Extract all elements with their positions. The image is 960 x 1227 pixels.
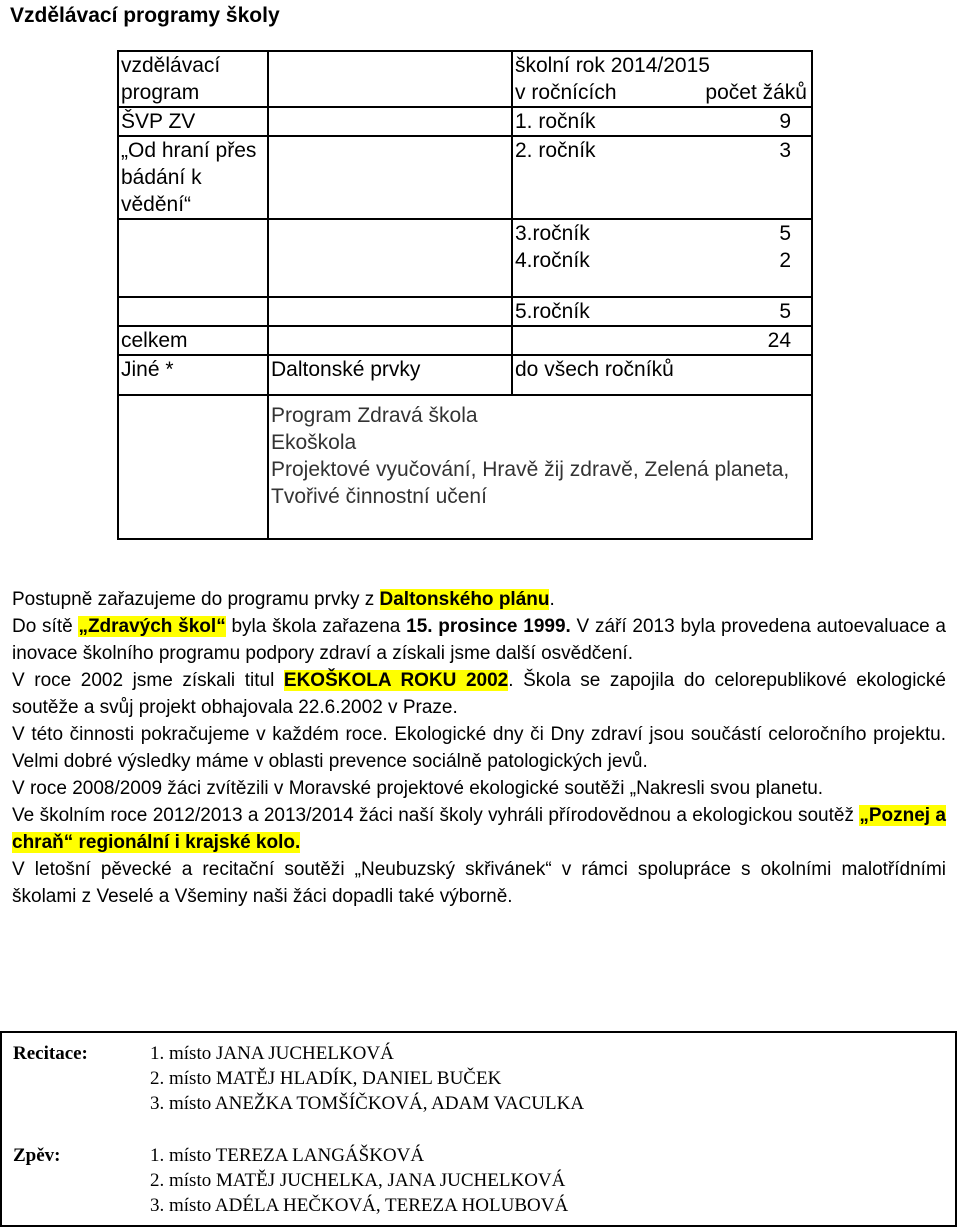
programs-list: Program Zdravá škola Ekoškola Projektové vyučování, Hravě žij zdravě, Zelená planeta, Tvořivé činnostní učení	[268, 395, 812, 539]
result-line: 3. místo ADÉLA HEČKOVÁ, TEREZA HOLUBOVÁ	[150, 1195, 569, 1216]
other-label: Jiné *	[118, 355, 268, 395]
svp-program-name: „Od hraní přes bádání k vědění“	[118, 136, 268, 219]
year-row: 3.ročník 5 4.ročník 2	[512, 219, 812, 297]
header-pupils: počet žáků	[705, 81, 807, 104]
paragraph: Do sítě „Zdravých škol“ byla škola zařazena 15. prosince 1999. V září 2013 byla provedena autoevaluace a inovace školního programu podpory zdraví a získali jsme další osvědčení.	[12, 616, 946, 664]
paragraph: V roce 2002 jsme získali titul EKOŠKOLA ROKU 2002. Škola se zapojila do celorepublikové ekologické soutěže a svůj projekt obhajovala 22.6.2002 v Praze.	[12, 670, 946, 718]
year-row: 5.ročník 5	[512, 297, 812, 326]
paragraph: Postupně zařazujeme do programu prvky z Daltonského plánu.	[12, 589, 555, 610]
highlight: Daltonského plánu	[379, 589, 550, 610]
table-header-program: vzdělávací program	[118, 51, 268, 107]
year-row: 1. ročník 9	[512, 107, 812, 136]
year-row: 2. ročník 3	[512, 136, 812, 219]
highlight: „Poznej a chraň“ regionální i krajské kolo.	[12, 805, 946, 853]
other-name: Daltonské prvky	[268, 355, 512, 395]
result-line: 1. místo JANA JUCHELKOVÁ	[150, 1043, 394, 1064]
highlight: EKOŠKOLA ROKU 2002	[283, 670, 509, 691]
paragraph: V této činnosti pokračujeme v každém roce. Ekologické dny či Dny zdraví jsou součástí celoročního projektu. Velmi dobré výsledky máme v oblasti prevence sociálně patologických jevů.	[12, 724, 946, 772]
total-value: 24	[767, 329, 791, 352]
zpev-label: Zpěv:	[13, 1145, 61, 1166]
result-line: 3. místo ANEŽKA TOMŠÍČKOVÁ, ADAM VACULKA	[150, 1093, 585, 1114]
other-scope: do všech ročníků	[512, 355, 812, 395]
programs-table	[117, 50, 813, 540]
recitace-label: Recitace:	[13, 1043, 88, 1064]
paragraph: V roce 2008/2009 žáci zvítězili v Moravské projektové ekologické soutěži „Nakresli svou planetu.	[12, 778, 824, 799]
header-grades: v ročnících	[515, 81, 617, 104]
svp-label: ŠVP ZV	[118, 107, 268, 136]
description-text	[12, 586, 946, 910]
highlight: „Zdravých škol“	[78, 616, 226, 637]
table-header-empty	[268, 51, 512, 107]
result-line: 2. místo MATĚJ JUCHELKA, JANA JUCHELKOVÁ	[150, 1170, 566, 1191]
result-line: 2. místo MATĚJ HLADÍK, DANIEL BUČEK	[150, 1068, 502, 1089]
competition-results	[0, 1031, 957, 1227]
paragraph: V letošní pěvecké a recitační soutěži „Neubuzský skřivánek“ v rámci spolupráce s okolními malotřídními školami z Veselé a Všeminy naši žáci dopadli také výborně.	[12, 859, 946, 907]
result-line: 1. místo TEREZA LANGÁŠKOVÁ	[150, 1145, 425, 1166]
paragraph: Ve školním roce 2012/2013 a 2013/2014 žáci naší školy vyhráli přírodovědnou a ekologickou soutěž „Poznej a chraň“ regionální i krajské kolo.	[12, 805, 946, 853]
school-year: školní rok 2014/2015	[515, 54, 710, 77]
page-title: Vzdělávací programy školy	[10, 4, 280, 27]
table-header-year	[512, 51, 812, 107]
total-label: celkem	[118, 326, 268, 355]
